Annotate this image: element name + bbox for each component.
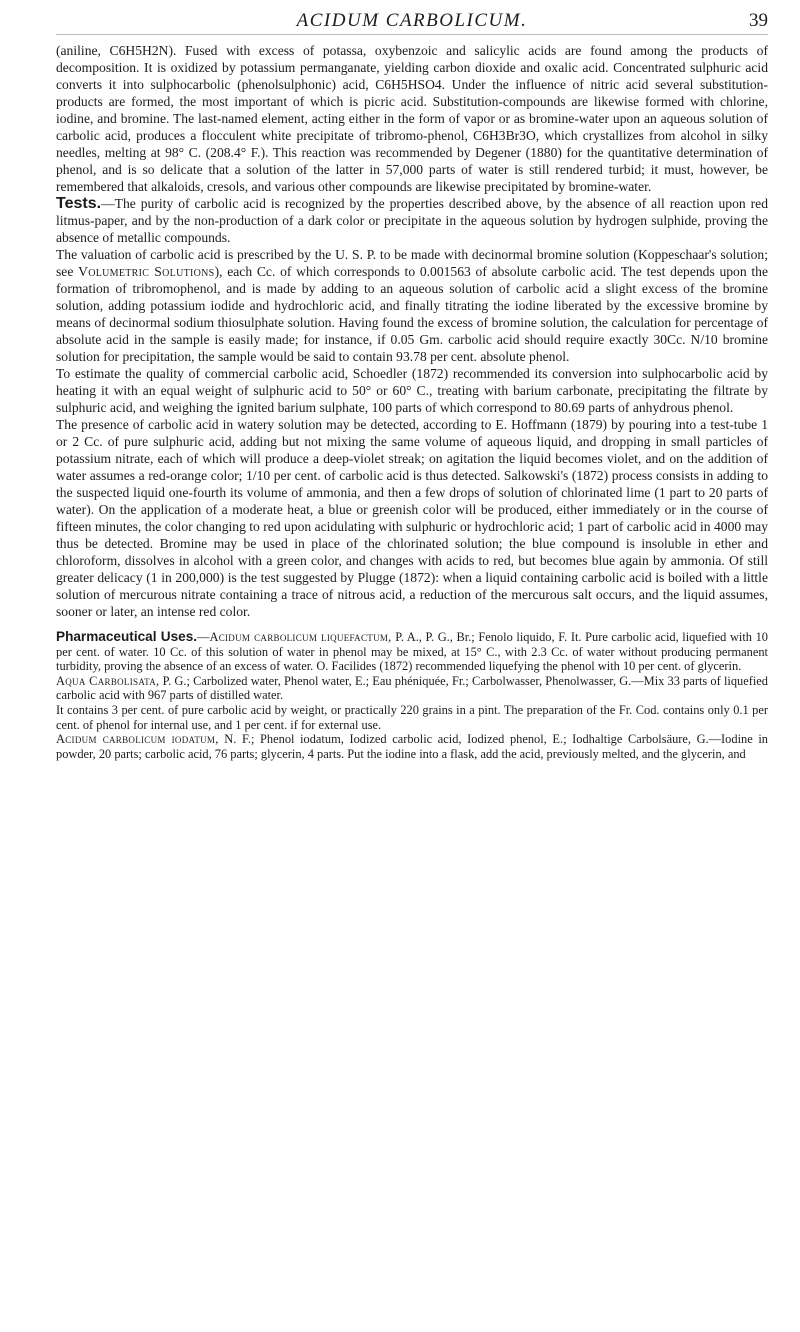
- pharm-dash: —: [197, 630, 210, 644]
- valuation-text-a: The valuation of carbolic acid is prescribed by the U. S. P. to be made with decinormal bromine solution (Koppeschaar's solution; see: [56, 247, 768, 279]
- iodatum-text: N. F.; Phenol iodatum, Iodized carbolic acid, Iodized phenol, E.; Iodhaltige Carbolsäure, G.—Iodine in powder, 20 parts; carbolic acid, 76 parts; glycerin, 4 parts. Put the iodine into a flask, add the acid, previously melted, and the glycerin, and: [56, 732, 768, 761]
- tests-text: —The purity of carbolic acid is recognized by the properties described above, by the absence of all reaction upon red litmus-paper, and by the non-production of a dark color or precipitate in the aqueous solution by hydrogen sulphide, proving the absence of metallic compounds.: [56, 196, 768, 245]
- liquefactum-text: P. A., P. G., Br.; Fenolo liquido, F. It. Pure carbolic acid, liquefied with 10 per cent. of water. 10 Cc. of this solution of water in phenol may be mixed, at 15° C., with 2.3 Cc. of water without producing permanent turbidity, proving the absence of an excess of water. O. Facilides (1872) recommended liquefying the phenol with 10 per cent. of glycerin.: [56, 630, 768, 674]
- paragraph-pharm-uses: [56, 630, 768, 674]
- paragraph-valuation: [56, 246, 768, 365]
- tests-heading: Tests.: [56, 195, 102, 212]
- running-title: ACIDUM CARBOLICUM.: [296, 10, 528, 31]
- page-number: 39: [749, 10, 768, 31]
- paragraph-tests: [56, 195, 768, 246]
- body-text: [56, 42, 768, 761]
- running-head: [56, 6, 768, 35]
- paragraph-schoedler: To estimate the quality of commercial carbolic acid, Schoedler (1872) recommended its conversion into sulphocarbolic acid by heating it with an equal weight of sulphuric acid to 50° or 60° C., treating with barium carbonate, precipitating the filtrate by sulphuric acid, and weighing the ignited barium sulphate, 100 parts of which correspond to 80.69 parts of anhydrous phenol.: [56, 366, 768, 415]
- aqua-text: P. G.; Carbolized water, Phenol water, E.; Eau phéniquée, Fr.; Carbolwasser, Phenolwasser, G.—Mix 33 parts of liquefied carbolic acid with 967 parts of distilled water.: [56, 673, 768, 703]
- paragraph-iodatum: [56, 732, 768, 761]
- valuation-text-b: ), each Cc. of which corresponds to 0.001563 of absolute carbolic acid. The test depends upon the formation of tribromophenol, and is made by adding to an aqueous solution of carbolic acid a slight excess of the bromine solution, adding potassium iodide and hydrochloric acid, and finally titrating the iodine liberated by the excessive bromine by means of decinormal sodium thiosulphate solution. Having found the excess of bromine solution, the calculation for percentage of absolute acid in the sample is easily made; for instance, if 0.05 Gm. carbolic acid should require exactly 30Cc. N/10 bromine solution for precipitation, the sample would be said to contain 93.78 per cent. absolute phenol.: [56, 264, 769, 364]
- liquefactum-name: Acidum carbolicum liquefactum,: [209, 630, 392, 644]
- paragraph-chemistry: (aniline, C6H5H2N). Fused with excess of potassa, oxybenzoic and salicylic acids are found among the products of decomposition. It is oxidized by potassium permanganate, yielding carbon dioxide and oxalic acid. Concentrated sulphuric acid converts it into sulphocarbolic (phenolsulphonic) acid, C6H5HSO4. Under the influence of nitric acid several substitution-products are formed, the most important of which is picric acid. Substitution-compounds are likewise formed with chlorine, iodine, and bromine. The last-named element, acting either in the form of vapor or as bromine-water upon an aqueous solution of carbolic acid, produces a flocculent white precipitate of tribromo-phenol, C6H3Br3O, which crystallizes from alcohol in silky needles, melting at 98° C. (208.4° F.). This reaction was recommended by Degener (1880) for the quantitative determination of phenol, and is so delicate that a solution of the latter in 57,000 parts of water is still rendered turbid; it must, however, be remembered that alkaloids, cresols, and various other compounds are likewise precipitated by bromine-water.: [56, 43, 768, 194]
- volumetric-solutions-ref: Volumetric Solutions: [78, 264, 215, 279]
- aqua-name: Aqua Carbolisata,: [56, 673, 160, 688]
- pharm-heading: Pharmaceutical Uses.: [56, 629, 198, 644]
- paragraph-detection: The presence of carbolic acid in watery solution may be detected, according to E. Hoffmann (1879) by pouring into a test-tube 1 or 2 Cc. of pure sulphuric acid, adding but not mixing the same volume of aqueous liquid, and dropping in small particles of potassium nitrate, each of which will produce a deep-violet streak; on agitation the liquid becomes violet, and on the addition of water assumes a red-orange color; 1/10 per cent. of carbolic acid is thus detected. Salkowski's (1872) process consists in adding to the suspected liquid one-fourth its volume of ammonia, and then a few drops of solution of chlorinated lime (1 part to 20 parts of water). On the application of a moderate heat, a blue or greenish color will be produced, either immediately or in the course of fifteen minutes, the color changing to red upon acidulating with sulphuric or hydrochloric acid; 1 part of carbolic acid in 4000 may thus be detected. Bromine may be used in place of the chlorinated solution; the blue compound is insoluble in ether and chloroform, dissolves in alcohol with a green color, and changes with acids to red, but becomes blue again by ammonia. Of still greater delicacy (1 in 200,000) is the test suggested by Plugge (1872): when a liquid containing carbolic acid is boiled with a little solution of mercurous nitrate containing a trace of nitrous acid, a reduction of the mercurous salt occurs, and the liquid assumes, sooner or later, an intense red color.: [56, 417, 768, 619]
- paragraph-aqua-carbolisata: [56, 674, 768, 703]
- paragraph-contains: It contains 3 per cent. of pure carbolic acid by weight, or practically 220 grains in a pint. The preparation of the Fr. Cod. contains only 0.1 per cent. of phenol for internal use, and 1 per cent. if for external use.: [56, 702, 768, 732]
- iodatum-name: Acidum carbolicum iodatum,: [56, 732, 219, 747]
